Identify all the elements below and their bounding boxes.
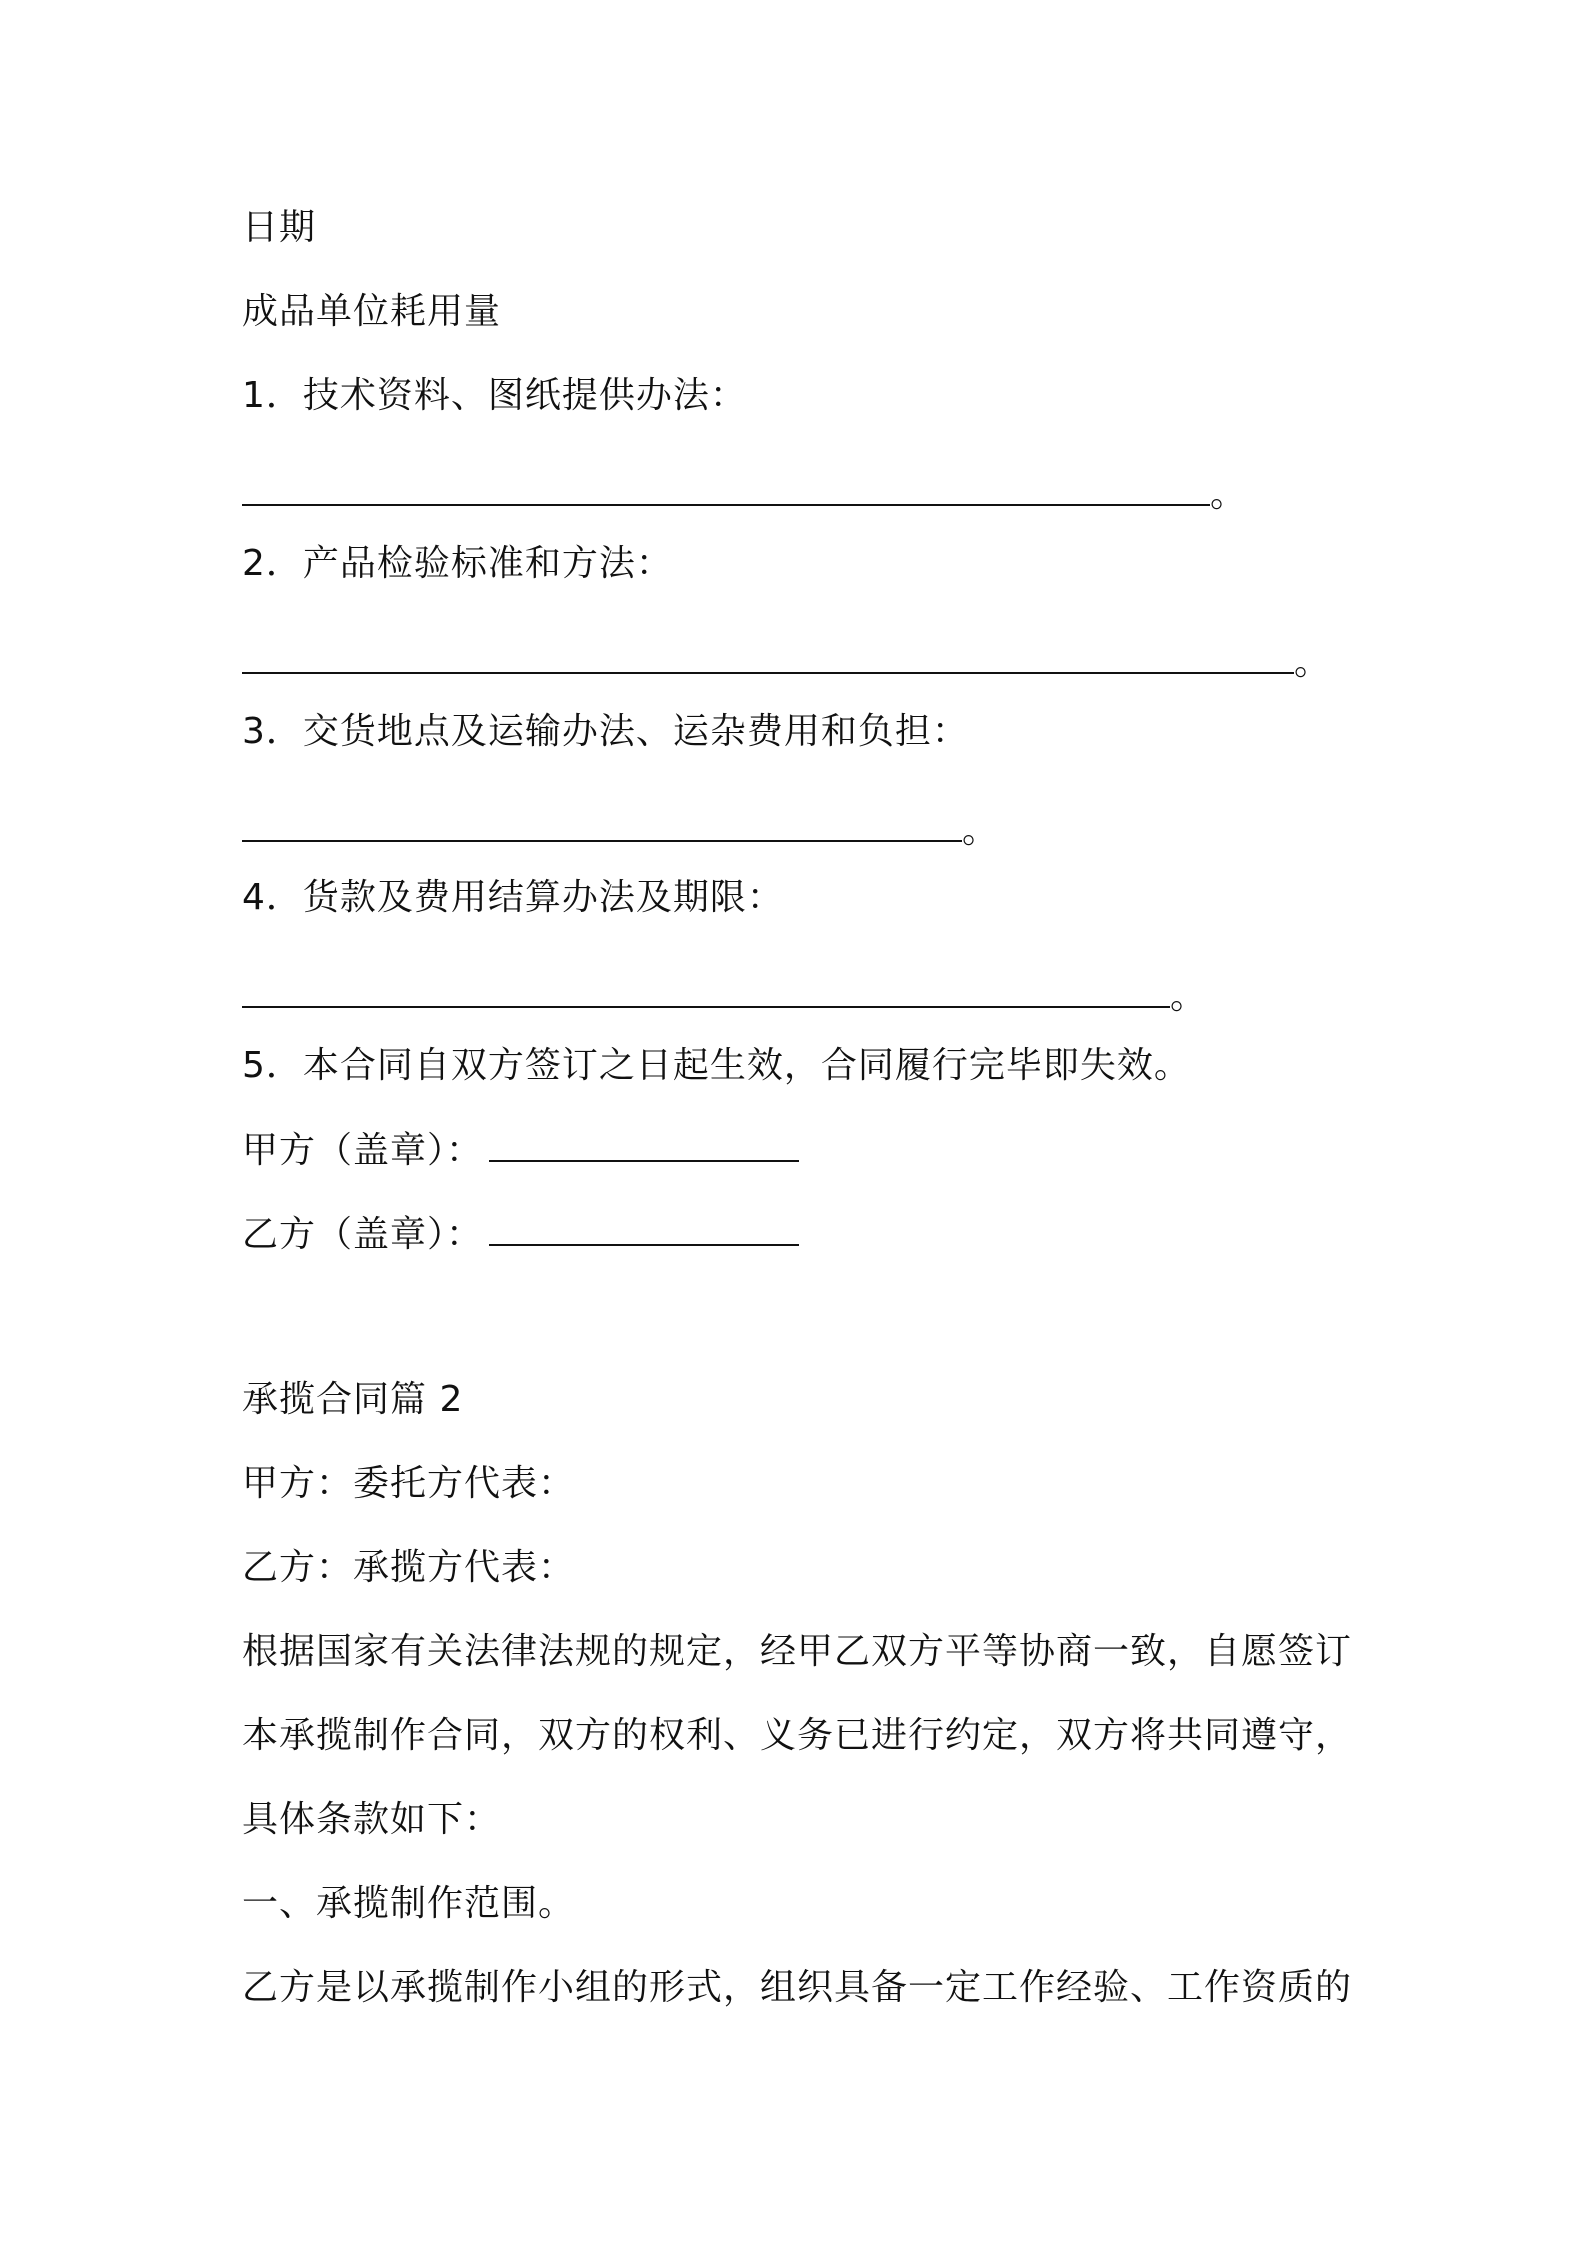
clause-3-blank-line bbox=[242, 806, 999, 855]
blank-end-mark: 。 bbox=[1170, 976, 1208, 1017]
clause-1-title: 1．技术资料、图纸提供办法： bbox=[242, 375, 747, 416]
preamble-line-3: 具体条款如下： bbox=[242, 1799, 502, 1840]
party-b-seal-line bbox=[242, 1210, 799, 1259]
preamble-line-1: 根据国家有关法律法规的规定，经甲乙双方平等协商一致，自愿签订 bbox=[242, 1631, 1353, 1672]
fill-in-blank bbox=[242, 972, 1170, 1008]
heading-unit-consumption: 成品单位耗用量 bbox=[242, 291, 502, 332]
clause-2-title: 2．产品检验标准和方法： bbox=[242, 543, 673, 584]
heading-date: 日期 bbox=[242, 207, 317, 248]
party-a-seal-line bbox=[242, 1126, 799, 1175]
clause-4-blank-line bbox=[242, 972, 1207, 1021]
party-a-signature-blank bbox=[489, 1126, 799, 1162]
preamble-line-2: 本承揽制作合同，双方的权利、义务已进行约定，双方将共同遵守， bbox=[242, 1715, 1353, 1756]
article-1-text: 乙方是以承揽制作小组的形式，组织具备一定工作经验、工作资质的 bbox=[242, 1967, 1353, 2008]
clause-2-blank-line bbox=[242, 638, 1331, 687]
party-a-client-rep: 甲方：委托方代表： bbox=[242, 1463, 576, 1504]
blank-end-mark: 。 bbox=[962, 810, 1000, 851]
clause-3-title: 3．交货地点及运输办法、运杂费用和负担： bbox=[242, 711, 969, 752]
party-b-contractor-rep: 乙方：承揽方代表： bbox=[242, 1547, 576, 1588]
blank-end-mark: 。 bbox=[1294, 642, 1332, 683]
fill-in-blank bbox=[242, 806, 962, 842]
party-a-seal-label: 甲方（盖章）： bbox=[242, 1130, 484, 1171]
fill-in-blank bbox=[242, 638, 1294, 674]
blank-end-mark: 。 bbox=[1210, 474, 1248, 515]
article-1-heading: 一、承揽制作范围。 bbox=[242, 1883, 576, 1924]
clause-1-blank-line bbox=[242, 470, 1247, 519]
clause-4-title: 4．货款及费用结算办法及期限： bbox=[242, 877, 784, 918]
party-b-seal-label: 乙方（盖章）： bbox=[242, 1214, 484, 1255]
clause-5-text: 5．本合同自双方签订之日起生效，合同履行完毕即失效。 bbox=[242, 1045, 1191, 1086]
fill-in-blank bbox=[242, 470, 1210, 506]
section-title-contract-2: 承揽合同篇 2 bbox=[242, 1379, 464, 1420]
party-b-signature-blank bbox=[489, 1210, 799, 1246]
